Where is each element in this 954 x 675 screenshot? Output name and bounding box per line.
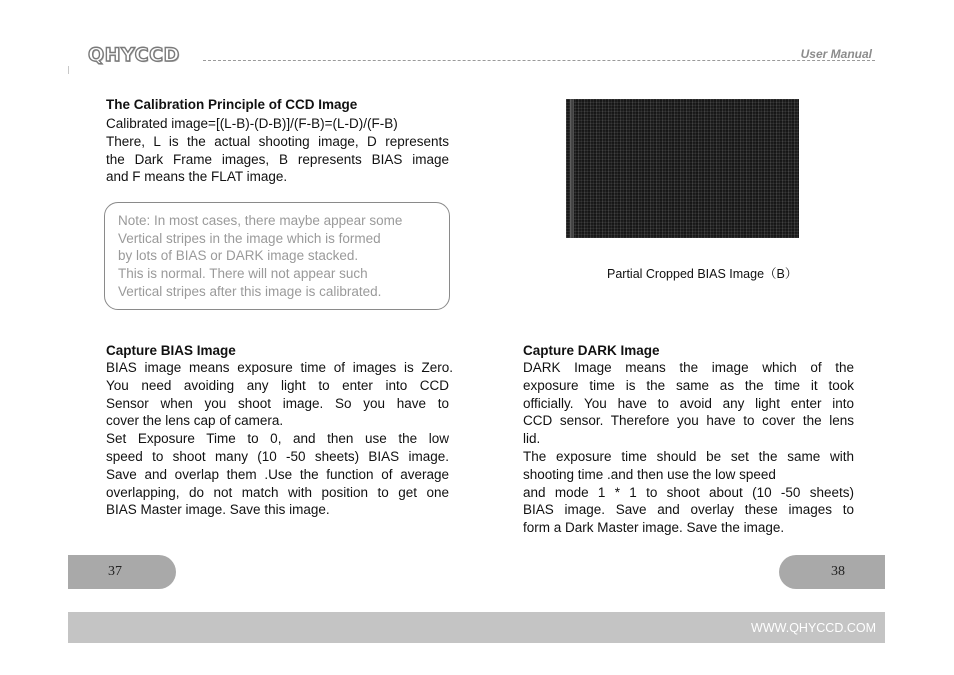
bias-line: BIAS Master image. Save this image. [106,502,330,518]
dark-line: shooting time .and then use the low speed [523,466,776,482]
calibration-heading: The Calibration Principle of CCD Image [106,97,358,112]
bias-image-caption: Partial Cropped BIAS Image（B） [607,267,798,281]
qhyccd-logo: QHYCCD [88,44,180,66]
bias-line: speed to shoot many (10 -50 sheets) BIAS image. [106,448,449,464]
dark-line: and mode 1 * 1 to shoot about (10 -50 sheets) [523,484,854,500]
note-line: by lots of BIAS or DARK image stacked. [118,248,359,264]
capture-dark-paragraph [523,359,854,537]
note-line: This is normal. There will not appear such [118,266,368,282]
page-number-left: 37 [68,555,176,589]
margin-mark [68,66,69,74]
dark-line: BIAS image. Save and overlay these images to [523,502,854,518]
dark-line: form a Dark Master image. Save the image. [523,520,785,536]
bias-image [566,99,799,238]
bias-line: cover the lens cap of camera. [106,413,284,429]
bias-line: You need avoiding any light to enter into CCD [106,377,449,393]
capture-bias-paragraph [106,359,453,519]
capture-bias-heading: Capture BIAS Image [106,343,236,358]
dark-line: officially. You have to avoid any light enter into [523,395,854,411]
note-line: Vertical stripes in the image which is formed [118,230,381,246]
calibration-paragraph [106,115,449,186]
dark-line: lid. [523,431,541,447]
header-divider [203,60,875,61]
capture-dark-heading: Capture DARK Image [523,343,660,358]
dark-line: The exposure time should be set the same with [523,448,854,464]
bias-line: overlapping, do not match with position to get one [106,484,449,500]
bias-line: Set Exposure Time to 0, and then use the low [106,431,449,447]
calibration-line: There, L is the actual shooting image, D represents [106,133,449,149]
note-text [118,212,448,301]
calibration-line: and F means the FLAT image. [106,169,288,185]
footer-website: WWW.QHYCCD.COM [751,621,876,635]
bias-line: BIAS image means exposure time of images is Zero. [106,360,453,375]
dark-line: DARK Image means the image which of the [523,360,854,375]
bias-line: Save and overlap them .Use the function of average [106,466,449,482]
dark-line: CCD sensor. Therefore you have to cover the lens [523,413,854,429]
calibration-formula: Calibrated image=[(L-B)-(D-B)]/(F-B)=(L-D)/(F-B) [106,116,398,131]
note-line: Vertical stripes after this image is calibrated. [118,283,382,299]
dark-line: exposure time is the same as the time it took [523,377,854,393]
note-line: Note: In most cases, there maybe appear some [118,213,403,228]
calibration-line: the Dark Frame images, B represents BIAS image [106,151,449,167]
page-number-right: 38 [779,555,885,589]
bias-line: Sensor when you shoot image. So you have to [106,395,449,411]
user-manual-label: User Manual [800,47,872,61]
